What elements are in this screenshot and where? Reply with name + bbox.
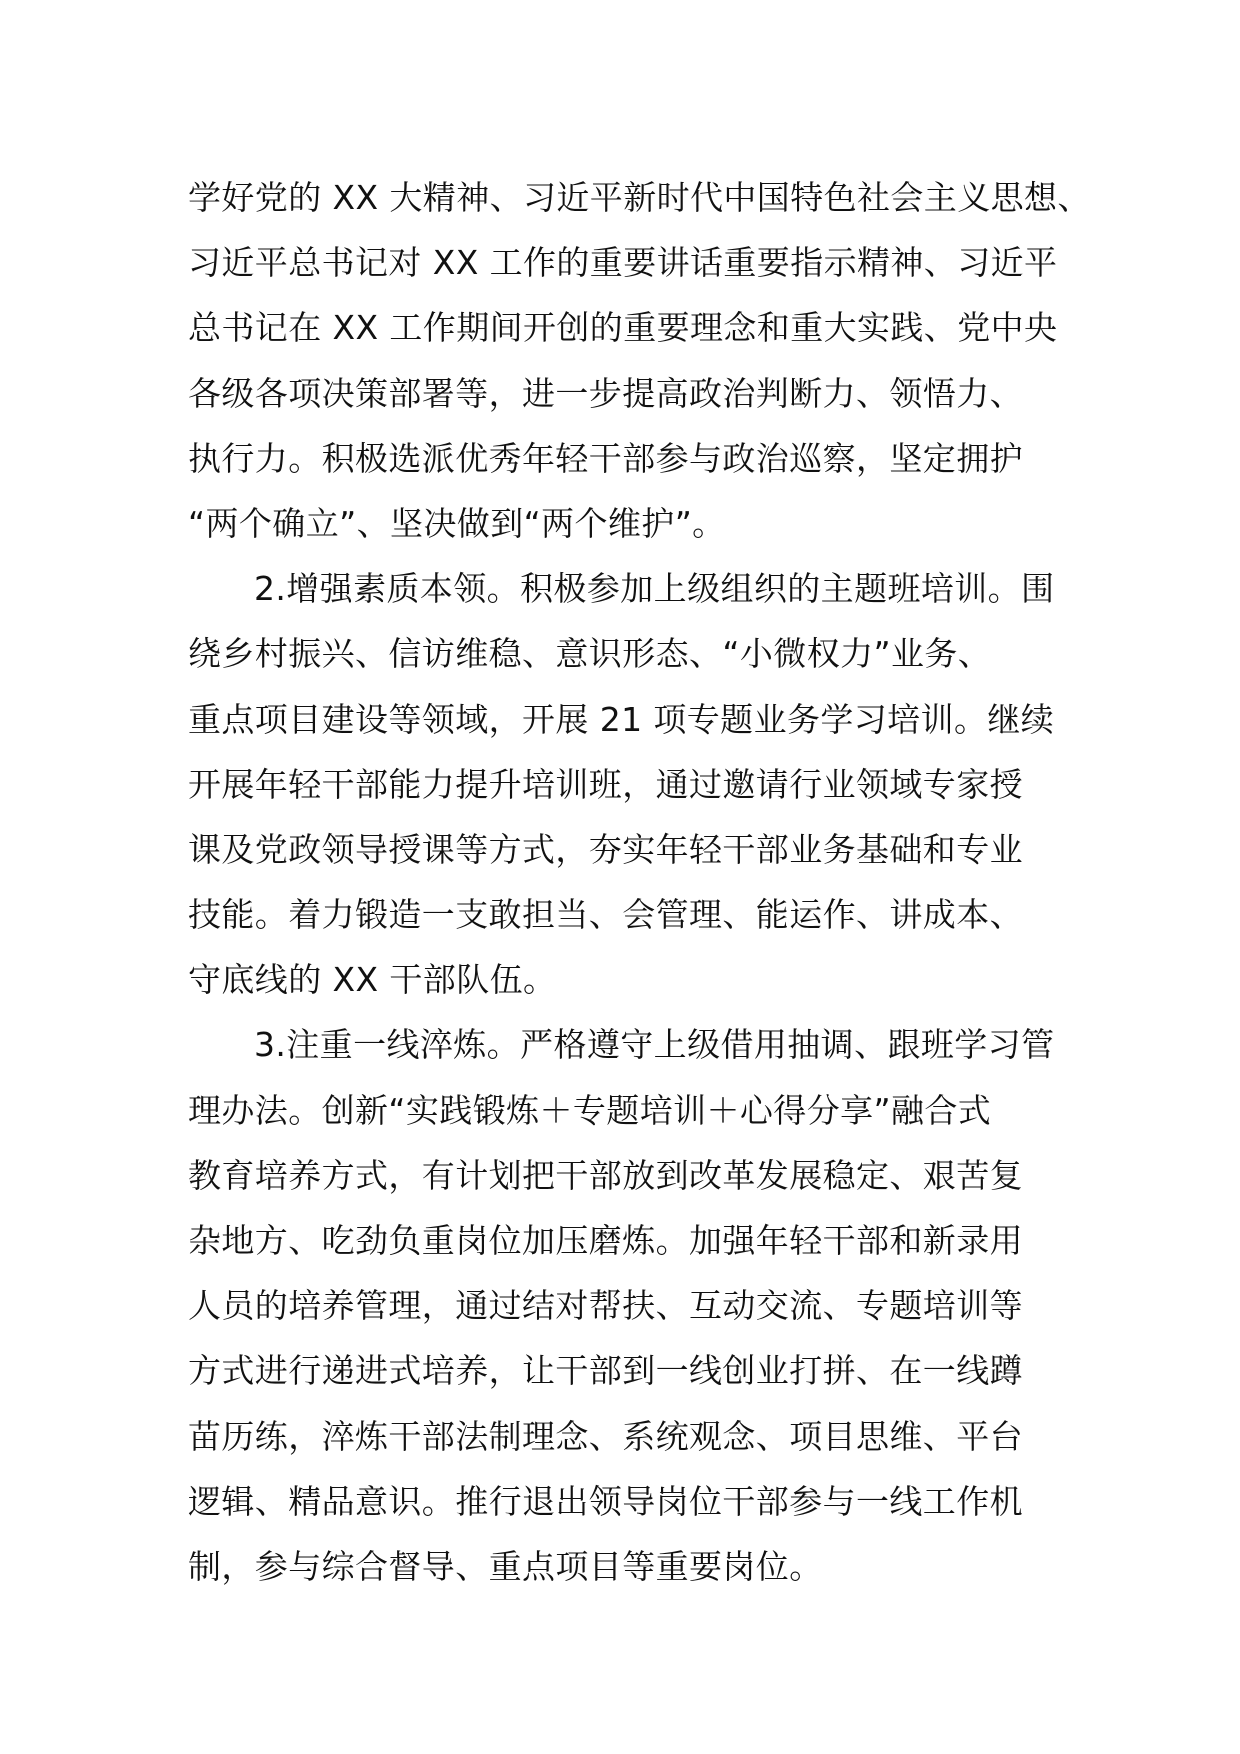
- paragraph-heading-line: 3.注重一线淬炼。严格遵守上级借用抽调、跟班学习管: [254, 1025, 1055, 1065]
- text-line: 人员的培养管理，通过结对帮扶、互动交流、专题培训等: [188, 1286, 1023, 1326]
- text-line: 方式进行递进式培养，让干部到一线创业打拼、在一线蹲: [188, 1351, 1023, 1391]
- text-line: 制，参与综合督导、重点项目等重要岗位。: [188, 1546, 823, 1586]
- text-line: 各级各项决策部署等，进一步提高政治判断力、领悟力、: [188, 373, 1023, 413]
- text-line: 教育培养方式，有计划把干部放到改革发展稳定、艰苦复: [188, 1155, 1023, 1195]
- text-line: 总书记在 XX 工作期间开创的重要理念和重大实践、党中央: [188, 308, 1058, 348]
- text-line: 技能。着力锻造一支敢担当、会管理、能运作、讲成本、: [188, 895, 1023, 935]
- text-line: 绕乡村振兴、信访维稳、意识形态、“小微权力”业务、: [188, 634, 992, 674]
- body-text: [188, 165, 1091, 1599]
- paragraph-heading-line: 2.增强素质本领。积极参加上级组织的主题班培训。围: [254, 569, 1055, 609]
- text-line: 学好党的 XX 大精神、习近平新时代中国特色社会主义思想、: [188, 178, 1091, 217]
- text-line: “两个确立”、坚决做到“两个维护”。: [188, 503, 726, 543]
- text-line: 课及党政领导授课等方式，夯实年轻干部业务基础和专业: [188, 829, 1023, 869]
- text-line: 开展年轻干部能力提升培训班，通过邀请行业领域专家授: [188, 764, 1023, 804]
- text-line: 逻辑、精品意识。推行退出领导岗位干部参与一线工作机: [188, 1481, 1023, 1521]
- text-line: 守底线的 XX 干部队伍。: [188, 960, 557, 1000]
- text-line: 理办法。创新“实践锻炼＋专题培训＋心得分享”融合式: [188, 1090, 992, 1130]
- text-line: 执行力。积极选派优秀年轻干部参与政治巡察，坚定拥护: [188, 438, 1023, 478]
- text-line: 习近平总书记对 XX 工作的重要讲话重要指示精神、习近平: [188, 243, 1058, 283]
- text-line: 苗历练，淬炼干部法制理念、系统观念、项目思维、平台: [188, 1416, 1023, 1456]
- text-line: 杂地方、吃劲负重岗位加压磨炼。加强年轻干部和新录用: [188, 1221, 1023, 1260]
- text-line: 重点项目建设等领域，开展 21 项专题业务学习培训。继续: [188, 699, 1055, 739]
